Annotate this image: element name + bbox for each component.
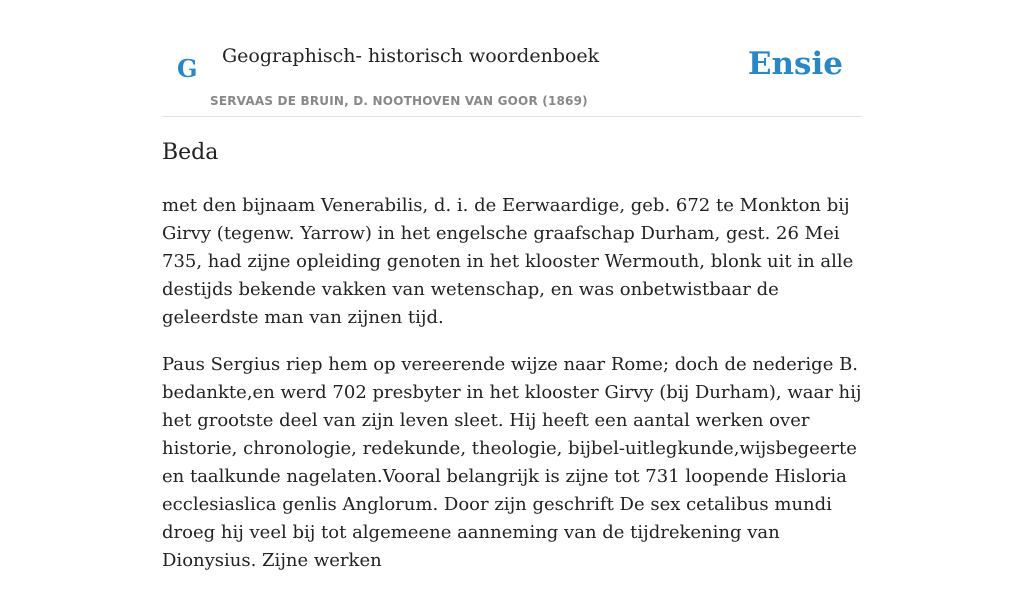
book-author: SERVAAS DE BRUIN, D. NOOTHOVEN VAN GOOR (1869): [210, 94, 588, 108]
entry-body: [162, 192, 862, 594]
entry-paragraph-1: met den bijnaam Venerabilis, d. i. de Eerwaardige, geb. 672 te Monkton bij Girvy (tegenw. Yarrow) in het engelsche graafschap Durham, gest. 26 Mei 735, had zijne opleiding genoten in het klooster Wermouth, blonk uit in alle destijds bekende vakken van wetenschap, en was onbetwistbaar de geleerdste man van zijnen tijd.: [162, 195, 854, 328]
book-letter-badge: G: [177, 54, 198, 83]
entry-paragraph-2: Paus Sergius riep hem op vereerende wijze naar Rome; doch de nederige B. bedankte,en werd 702 presbyter in het klooster Girvy (bij Durham), waar hij het grootste deel van zijn leven sleet. Hij heeft een aantal werken over historie, chronologie, redekunde, theologie, bijbel-uitlegkunde,wijsbegeerte en taalkunde nagelaten.Vooral belangrijk is zijne tot 731 loopende Hisloria ecclesiaslica genlis Anglorum. Door zijn geschrift De sex cetalibus mundi droeg hij veel bij tot algemeene aanneming van de tijdrekening van Dionysius. Zijne werken: [162, 354, 862, 571]
brand-logo-link[interactable]: Ensie: [747, 46, 843, 82]
header: [162, 0, 862, 117]
entry-title: Beda: [162, 140, 219, 165]
book-title-link[interactable]: Geographisch- historisch woordenboek: [222, 45, 600, 67]
